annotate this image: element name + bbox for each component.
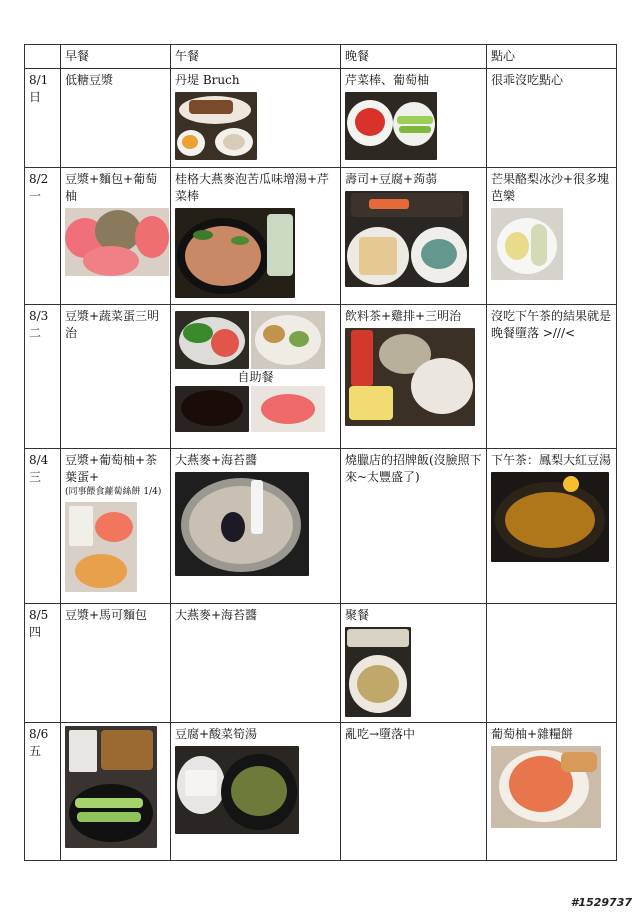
lunch-text: 大燕麥+海苔醬: [175, 453, 258, 467]
bread-grapefruit-photo: [65, 208, 169, 276]
day-label: 8/5 四: [29, 608, 49, 639]
sushi-tofu-photo: [345, 191, 469, 287]
brunch-photo: [175, 92, 257, 160]
dinner-text: 亂吃→墮落中: [345, 727, 416, 741]
table-row: [25, 168, 617, 305]
lunch-text: 大燕麥+海苔醬: [175, 608, 258, 622]
dinner-text: 燒臘店的招牌飯(沒臉照下來~太豐盛了): [345, 453, 482, 484]
table-row: [25, 69, 617, 168]
breakfast-text: 豆漿+葡萄柚+茶葉蛋+: [65, 453, 158, 484]
breakfast-text: 豆漿+麵包+葡萄柚: [65, 172, 158, 203]
snack-text: 沒吃下午茶的結果就是晚餐墮落 >///<: [491, 309, 612, 340]
header-breakfast: 早餐: [61, 45, 171, 69]
celery-grapefruit-photo: [345, 92, 437, 160]
header-day: [25, 45, 61, 69]
lunch-text: 桂格大燕麥泡苦瓜味增湯+芹菜棒: [175, 172, 330, 203]
dinner-text: 飲料茶+雞排+三明治: [345, 309, 462, 323]
tofu-bamboo-soup-photo: [175, 746, 299, 834]
tea-chicken-sandwich-photo: [345, 328, 475, 426]
buffet-fruit-photo: [251, 386, 325, 432]
breakfast-text: 豆漿+蔬菜蛋三明治: [65, 309, 160, 340]
day-label: 8/3 二: [29, 309, 49, 340]
milk-bread-celery-photo: [65, 726, 157, 848]
header-dinner: 晚餐: [341, 45, 487, 69]
dinner-text: 聚餐: [345, 608, 370, 622]
grapefruit-cracker-photo: [491, 746, 601, 828]
buffet-drink-photo: [175, 386, 249, 432]
header-snack: 點心: [487, 45, 617, 69]
dinner-text: 芹菜棒、葡萄柚: [345, 73, 430, 87]
dinner-party-photo: [345, 627, 411, 717]
oatmeal-seaweed-photo: [175, 472, 309, 576]
redbean-soup-photo: [491, 472, 609, 562]
lunch-text: 豆腐+酸菜筍湯: [175, 727, 258, 741]
header-lunch: 午餐: [171, 45, 341, 69]
breakfast-text: 豆漿+馬可麵包: [65, 608, 148, 622]
oat-soup-photo: [175, 208, 295, 298]
snack-text: 葡萄柚+雜糧餅: [491, 727, 574, 741]
watermark: #1529737: [570, 896, 632, 909]
milk-egg-photo: [65, 502, 137, 592]
table-row: [25, 305, 617, 449]
header-row: [25, 45, 617, 69]
buffet-veg-photo: [175, 311, 249, 369]
day-label: 8/6 五: [29, 727, 49, 758]
table-row: [25, 449, 617, 604]
breakfast-note: (同事餵食蘿蔔絲餅 1/4): [65, 487, 162, 497]
day-label: 8/2 一: [29, 172, 49, 203]
table-row: [25, 604, 617, 723]
snack-text: 芒果酪梨冰沙+很多塊芭樂: [491, 172, 610, 203]
day-label: 8/4 三: [29, 453, 49, 484]
breakfast-text: 低糖豆漿: [65, 73, 114, 87]
snack-text: 很乖沒吃點心: [491, 73, 564, 87]
dinner-text: 壽司+豆腐+蒟蒻: [345, 172, 438, 186]
table-row: [25, 723, 617, 861]
buffet-mixed-photo: [251, 311, 325, 369]
meal-log-table: [24, 44, 617, 861]
snack-text: 下午茶：鳳梨大紅豆湯: [491, 453, 612, 467]
lunch-caption: 自助餐: [237, 370, 274, 384]
day-label: 8/1 日: [29, 73, 49, 104]
lunch-text: 丹堤 Bruch: [175, 73, 240, 87]
smoothie-guava-photo: [491, 208, 563, 280]
